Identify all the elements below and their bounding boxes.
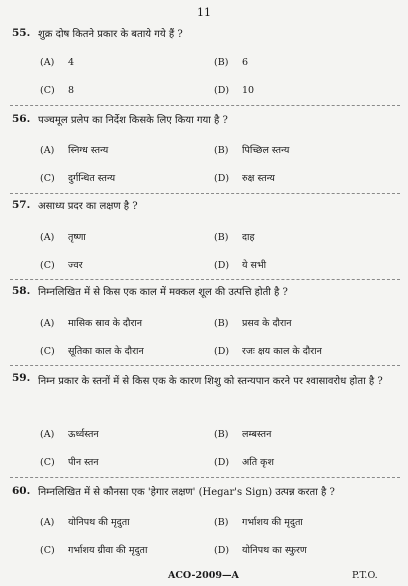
option-label: (A)	[40, 517, 55, 528]
option-d[interactable]	[214, 171, 275, 184]
option-a[interactable]	[40, 427, 99, 440]
option-text: दाह	[242, 232, 255, 243]
option-text: मासिक स्राव के दौरान	[68, 318, 143, 329]
option-b[interactable]	[214, 316, 292, 329]
paper-code: ACO-2009—A	[168, 570, 239, 581]
option-a[interactable]	[40, 316, 142, 329]
option-text: पिच्छिल स्तन्य	[242, 145, 290, 156]
option-label: (B)	[214, 429, 229, 440]
separator	[10, 477, 400, 478]
option-label: (B)	[214, 318, 229, 329]
question-60	[0, 485, 408, 501]
option-label: (D)	[214, 457, 230, 468]
option-text: तृष्णा	[68, 232, 86, 243]
option-text: 6	[242, 57, 249, 68]
separator	[10, 193, 400, 194]
option-label: (A)	[40, 57, 55, 68]
question-text: निम्नलिखित में से कौनसा एक 'हेगार लक्षण' (Hegar's Sign) उत्पन्न करता है ?	[38, 487, 335, 498]
question-56	[0, 113, 408, 129]
question-text: असाध्य प्रदर का लक्षण है ?	[38, 201, 138, 212]
option-text: स्निग्ध स्तन्य	[68, 145, 109, 156]
pto-label: P.T.O.	[352, 570, 378, 581]
option-text: योनिपथ की मृदुता	[68, 517, 130, 528]
option-d[interactable]	[214, 85, 254, 96]
option-text: प्रसव के दौरान	[242, 318, 292, 329]
option-b[interactable]	[214, 427, 271, 440]
question-55	[0, 27, 408, 43]
option-a[interactable]	[40, 143, 108, 156]
option-text: ज्वर	[68, 260, 83, 271]
option-text: 4	[68, 57, 75, 68]
option-a[interactable]	[40, 57, 74, 68]
option-text: ऊर्ध्वस्तन	[68, 429, 99, 440]
option-label: (B)	[214, 145, 229, 156]
option-c[interactable]	[40, 85, 74, 96]
question-59	[0, 372, 408, 404]
option-text: 10	[242, 85, 255, 96]
option-label: (C)	[40, 457, 55, 468]
option-c[interactable]	[40, 344, 144, 357]
question-number: 60.	[12, 485, 31, 497]
option-label: (A)	[40, 429, 55, 440]
question-number: 57.	[12, 199, 31, 211]
option-d[interactable]	[214, 543, 307, 556]
option-c[interactable]	[40, 171, 115, 184]
option-c[interactable]	[40, 455, 99, 468]
option-label: (B)	[214, 232, 229, 243]
option-text: गर्भाशय ग्रीवा की मृदुता	[68, 545, 148, 556]
question-text: निम्न प्रकार के स्तनों में से किस एक के कारण शिशु को स्तन्यपान करने पर श्वासावरोध होता है ?	[38, 376, 383, 387]
option-text: अति कृश	[242, 457, 274, 468]
option-text: पीन स्तन	[68, 457, 99, 468]
option-label: (B)	[214, 517, 229, 528]
option-text: गर्भाशय की मृदुता	[242, 517, 303, 528]
option-label: (A)	[40, 232, 55, 243]
option-b[interactable]	[214, 230, 255, 243]
option-label: (A)	[40, 145, 55, 156]
option-label: (A)	[40, 318, 55, 329]
option-d[interactable]	[214, 455, 274, 468]
option-label: (D)	[214, 260, 230, 271]
option-c[interactable]	[40, 258, 83, 271]
page-number: 11	[197, 6, 211, 19]
option-text: लम्बस्तन	[242, 429, 272, 440]
question-number: 58.	[12, 285, 31, 297]
option-d[interactable]	[214, 344, 322, 357]
question-number: 55.	[12, 27, 31, 39]
option-label: (D)	[214, 346, 230, 357]
option-label: (C)	[40, 545, 55, 556]
question-58	[0, 285, 408, 301]
separator	[10, 365, 400, 366]
option-c[interactable]	[40, 543, 147, 556]
option-text: रुक्ष स्तन्य	[242, 173, 275, 184]
option-label: (B)	[214, 57, 229, 68]
option-label: (C)	[40, 173, 55, 184]
question-57	[0, 199, 408, 215]
question-text: निम्नलिखित में से किस एक काल में मक्कल शूल की उत्पत्ति होती है ?	[38, 287, 288, 298]
option-b[interactable]	[214, 515, 303, 528]
option-text: योनिपथ का स्फुरण	[242, 545, 307, 556]
option-text: रजः क्षय काल के दौरान	[242, 346, 322, 357]
question-number: 59.	[12, 372, 31, 384]
option-text: ये सभी	[242, 260, 267, 271]
question-number: 56.	[12, 113, 31, 125]
option-label: (C)	[40, 346, 55, 357]
option-b[interactable]	[214, 143, 289, 156]
separator	[10, 279, 400, 280]
option-label: (C)	[40, 85, 55, 96]
option-label: (D)	[214, 173, 230, 184]
option-text: सूतिका काल के दौरान	[68, 346, 144, 357]
question-text: शुक्र दोष कितने प्रकार के बताये गये हैं ?	[38, 29, 183, 40]
option-b[interactable]	[214, 57, 248, 68]
option-d[interactable]	[214, 258, 266, 271]
option-a[interactable]	[40, 515, 130, 528]
question-text: पञ्चमूल प्रलेप का निर्देश किसके लिए किया गया है ?	[38, 115, 228, 126]
option-label: (D)	[214, 85, 230, 96]
option-text: 8	[68, 85, 75, 96]
option-a[interactable]	[40, 230, 86, 243]
separator	[10, 105, 400, 106]
option-text: दुर्गन्धित स्तन्य	[68, 173, 116, 184]
option-label: (D)	[214, 545, 230, 556]
option-label: (C)	[40, 260, 55, 271]
